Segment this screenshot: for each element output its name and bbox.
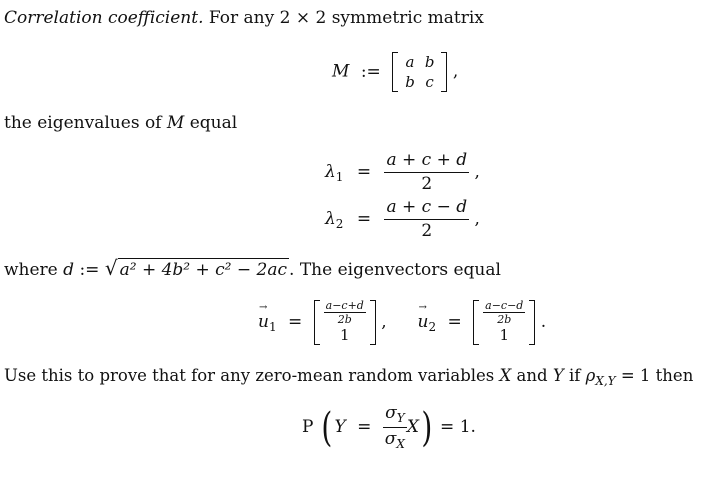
matrix-cell-b-top: b (424, 53, 435, 71)
matrix-2x2 (392, 52, 447, 92)
u1-eq: = (288, 312, 303, 332)
left-paren: ( (321, 404, 333, 451)
lambda2-numerator: a + c − d (386, 197, 468, 217)
right-paren: ) (421, 404, 433, 451)
where-line (4, 258, 501, 280)
u2-sub: 2 (428, 320, 437, 334)
lambda1-numerator: a + c + d (386, 150, 468, 170)
heading-title: Correlation coefficient. (4, 8, 204, 28)
lambda1-trail: , (474, 162, 480, 182)
u1-vector (314, 300, 376, 345)
eigenvalues-text2: equal (189, 113, 238, 133)
sigma-denominator: $\sigma_X$ (384, 429, 405, 451)
prob-result: = 1. (440, 417, 476, 437)
var-Y: Y (552, 366, 564, 385)
sigma-numerator: $\sigma_Y$ (385, 403, 405, 425)
u1-symbol: → u (258, 314, 269, 331)
heading-line (4, 8, 484, 28)
rho-symbol: ρ (585, 366, 596, 385)
where-d: d (63, 260, 75, 280)
prob-Y: Y (334, 417, 346, 437)
u1-top-denominator: 2b (337, 313, 352, 326)
probability-equation (302, 405, 476, 450)
u1-trail: , (381, 312, 387, 332)
prob-X: X (406, 417, 420, 437)
lambda1-eq: = (356, 162, 372, 182)
rho-eq: = 1 (620, 366, 651, 385)
eigenvectors-equation (258, 300, 546, 345)
lambda1-fraction (384, 152, 469, 193)
u1-sub: 1 (268, 320, 277, 334)
radical-sign: √ (104, 256, 118, 280)
lambda2-equation (325, 199, 480, 240)
prob-P: P (302, 417, 314, 437)
var-X: X (499, 366, 512, 385)
where-assign: := (79, 260, 100, 280)
then-text: then (655, 366, 694, 385)
prove-text: Use this to prove that for any zero-mean random variables (4, 366, 495, 385)
prob-eq: = (357, 417, 372, 437)
lambda2-trail: , (474, 209, 480, 229)
matrix-assign: := (360, 61, 381, 82)
lambda2-fraction (384, 199, 469, 240)
lambda1-symbol: λ (325, 162, 336, 182)
lambda1-sub: 1 (335, 170, 344, 184)
matrix-lhs: M (332, 61, 350, 82)
sigma-fraction (383, 405, 407, 450)
matrix-definition (332, 52, 458, 92)
prove-line (4, 366, 693, 391)
u2-trail: . (540, 312, 547, 332)
sqrt-expression (105, 258, 289, 280)
where-tail: . The eigenvectors equal (289, 260, 501, 280)
u2-symbol: → u (417, 314, 428, 331)
u2-top-denominator: 2b (497, 313, 512, 326)
matrix-trail: , (452, 61, 459, 82)
u2-bottom: 1 (499, 326, 510, 344)
lambda2-denominator: 2 (421, 221, 433, 241)
lambda1-denominator: 2 (421, 174, 433, 194)
eigenvalues-text: the eigenvalues of (4, 113, 162, 133)
u1-bottom: 1 (339, 326, 350, 344)
u2-top-numerator: a−c−d (485, 299, 524, 312)
lambda2-sub: 2 (335, 217, 344, 231)
u2-top-fraction (483, 300, 525, 325)
u2-vector (473, 300, 535, 345)
eigenvalues-line (4, 113, 237, 133)
u1-top-fraction (324, 300, 366, 325)
matrix-cell-c: c (425, 73, 434, 91)
lambda1-equation (325, 152, 480, 193)
lambda2-eq: = (356, 209, 372, 229)
rho-sub: X,Y (595, 374, 616, 388)
lambda2-symbol: λ (325, 209, 336, 229)
heading-text: For any 2 × 2 symmetric matrix (208, 8, 484, 28)
u2-eq: = (447, 312, 462, 332)
sqrt-radicand: a² + 4b² + c² − 2ac (119, 260, 288, 280)
eigenvalues-M: M (166, 113, 185, 133)
matrix-cell-b-bottom: b (405, 73, 415, 91)
if-text: if (568, 366, 581, 385)
where-text: where (4, 260, 58, 280)
and-text: and (516, 366, 548, 385)
u1-top-numerator: a−c+d (325, 299, 364, 312)
matrix-cell-a: a (405, 53, 415, 71)
